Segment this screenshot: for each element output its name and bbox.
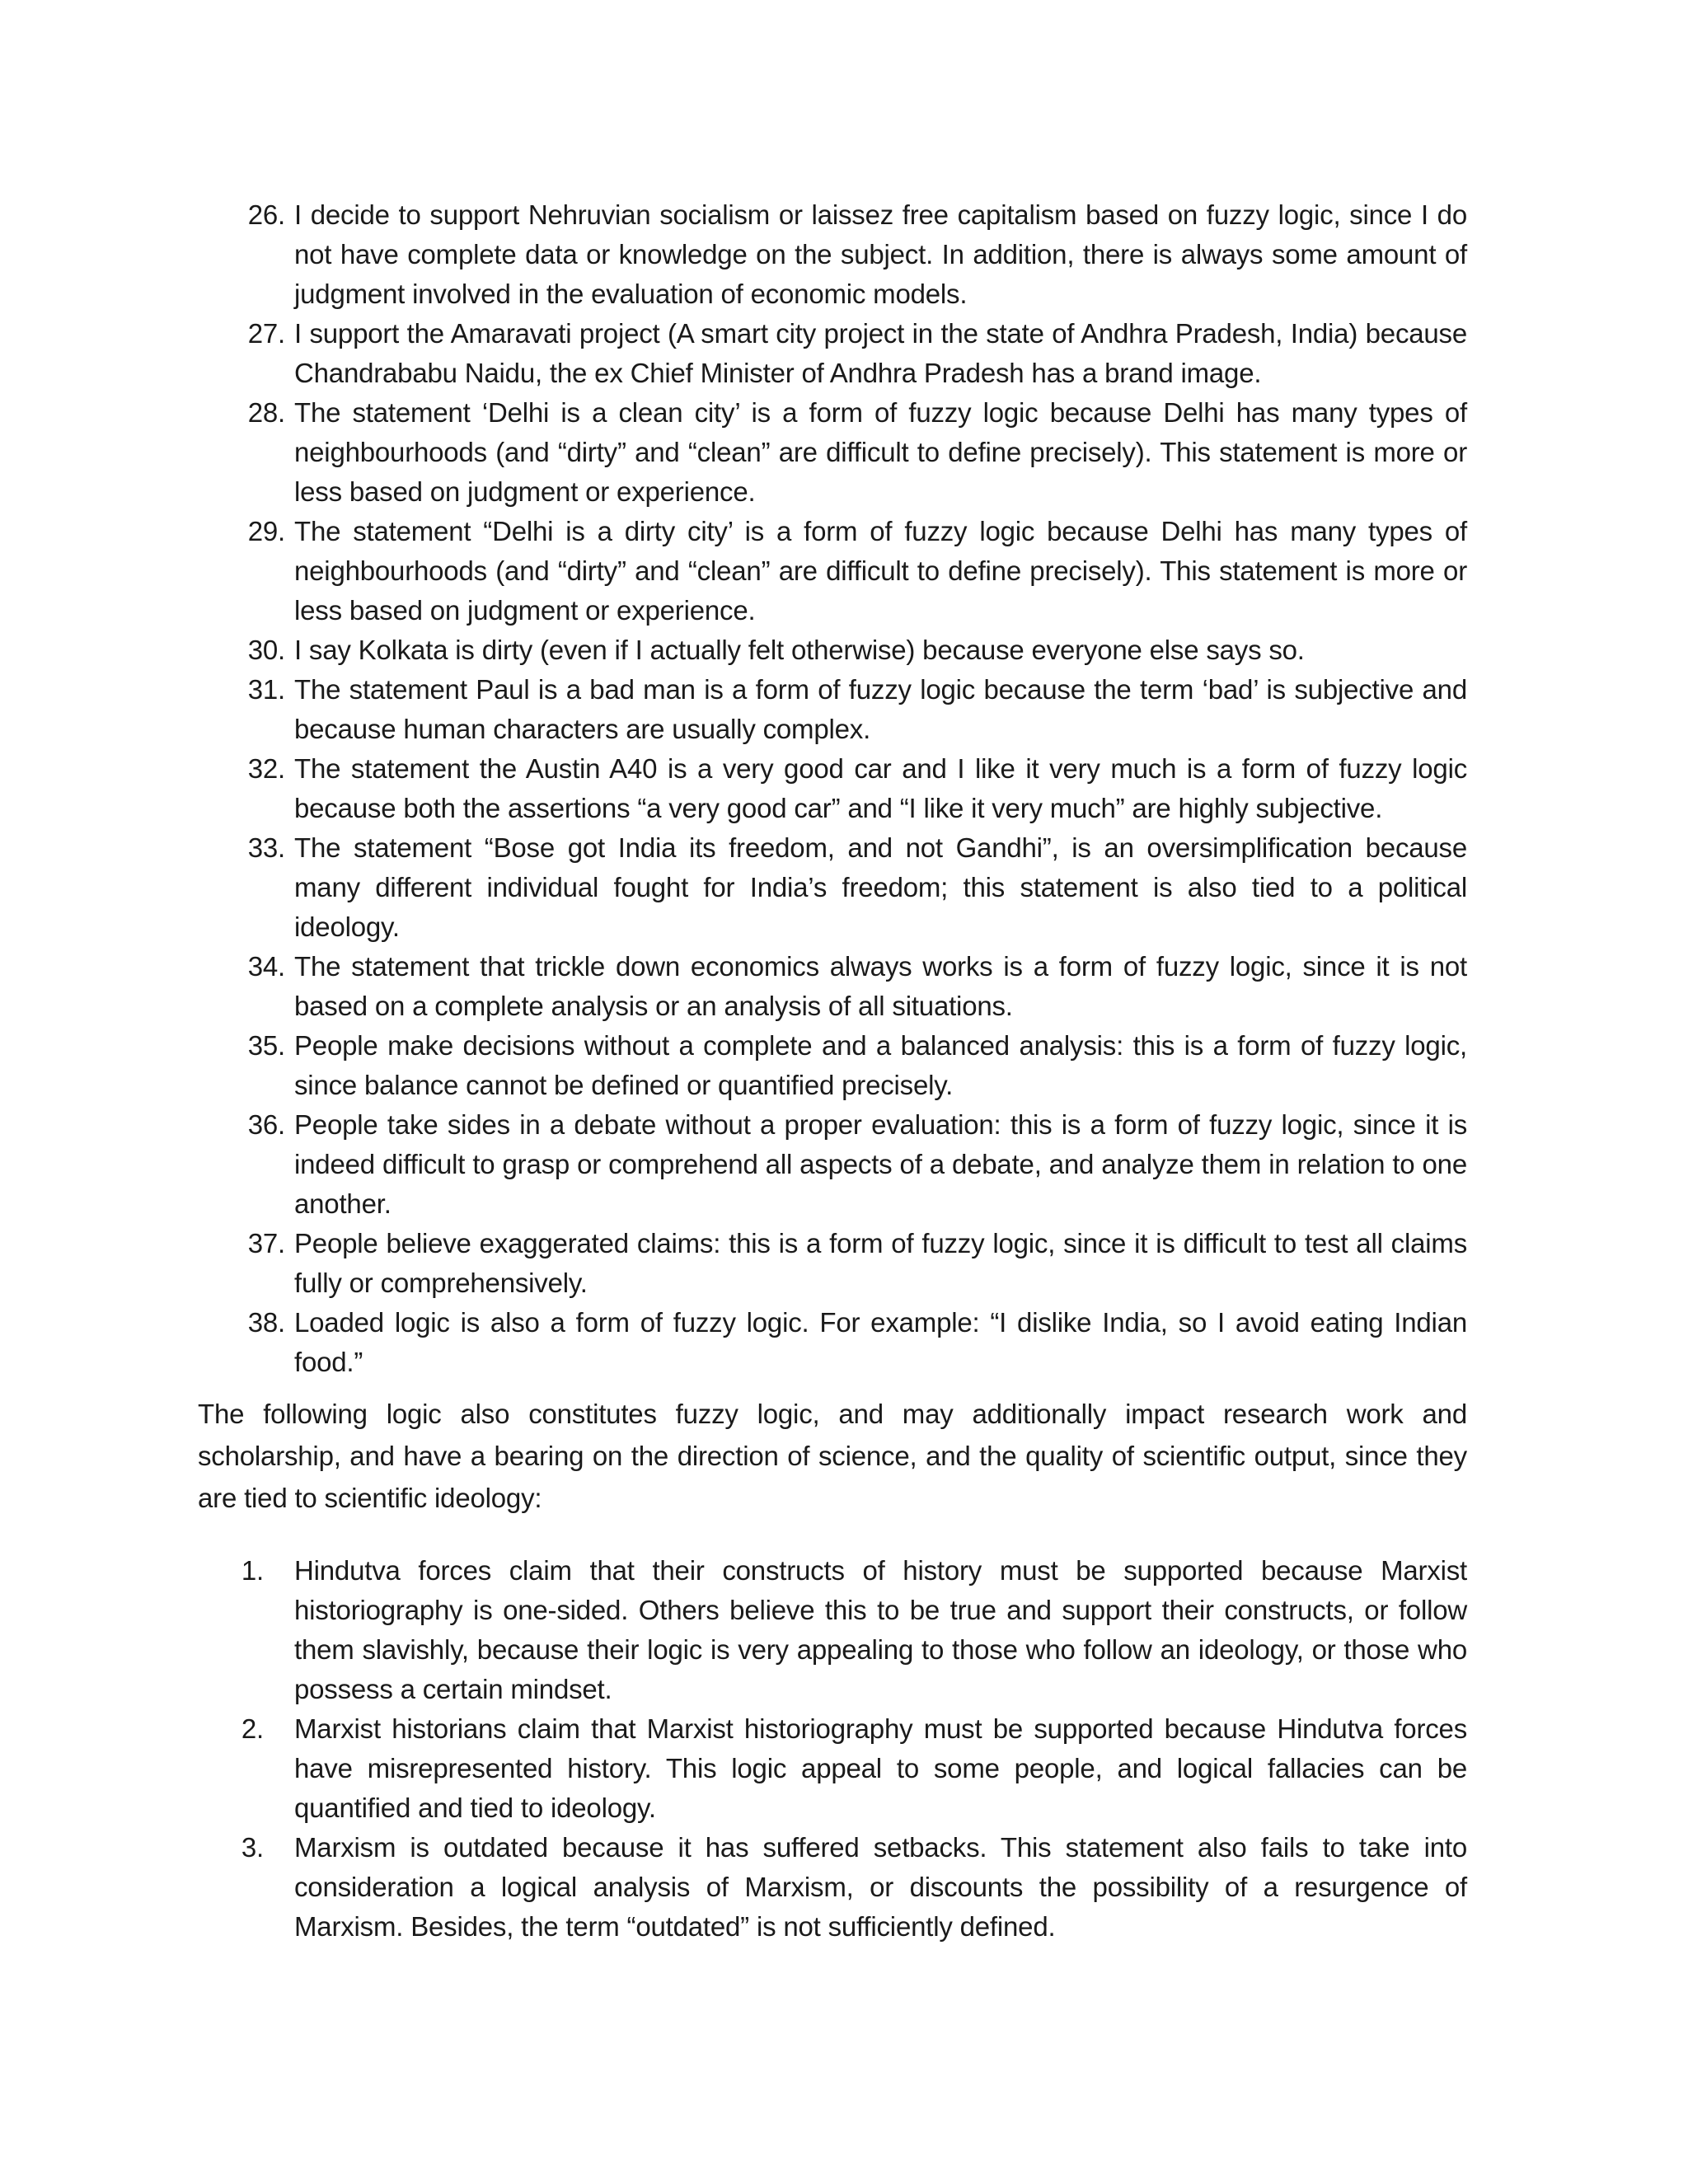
list-item-number: 31. xyxy=(247,674,285,705)
list-item-text: Hindutva forces claim that their constructs of history must be supported because Marxist historiography is one-sided. Others believe this to be true and support their constructs, or follow them slavishly, because their logic is very appealing to those who follow an ideology, or those who possess a certain mindset. xyxy=(294,1555,1467,1704)
list-item-text: Marxism is outdated because it has suffered setbacks. This statement also fails to take into consideration a logical analysis of Marxism, or discounts the possibility of a resurgence of Marxism. Besides, the term “outdated” is not sufficiently defined. xyxy=(294,1832,1467,1942)
list-item-text: I support the Amaravati project (A smart city project in the state of Andhra Pradesh, India) because Chandrababu Naidu, the ex Chief Minister of Andhra Pradesh has a brand image. xyxy=(294,318,1467,388)
list-item-number: 2. xyxy=(241,1713,264,1744)
list-item-number: 35. xyxy=(247,1030,285,1061)
list-item xyxy=(198,314,1467,393)
scientific-ideology-list xyxy=(198,1551,1467,1947)
list-item xyxy=(198,1026,1467,1105)
fuzzy-logic-list xyxy=(198,195,1467,1382)
list-item-number: 38. xyxy=(247,1307,285,1338)
list-item xyxy=(198,393,1467,512)
list-item xyxy=(198,1551,1467,1709)
list-item xyxy=(198,828,1467,947)
list-item-number: 30. xyxy=(247,635,285,665)
list-item-text: Marxist historians claim that Marxist historiography must be supported because Hindutva forces have misrepresented history. This logic appeal to some people, and logical fallacies can be quantified and tied to ideology. xyxy=(294,1713,1467,1823)
list-item-number: 32. xyxy=(247,753,285,784)
body-paragraph: The following logic also constitutes fuzzy logic, and may additionally impact research work and scholarship, and have a bearing on the direction of science, and the quality of scientific output, since they are tied to scientific ideology: xyxy=(198,1399,1467,1513)
list-item xyxy=(198,1709,1467,1828)
list-item-text: The statement Paul is a bad man is a form of fuzzy logic because the term ‘bad’ is subjective and because human characters are usually complex. xyxy=(294,674,1467,744)
list-item-number: 3. xyxy=(241,1832,264,1863)
list-item-number: 33. xyxy=(247,832,285,863)
list-item-text: People make decisions without a complete and a balanced analysis: this is a form of fuzzy logic, since balance cannot be defined or quantified precisely. xyxy=(294,1030,1467,1100)
list-item xyxy=(198,670,1467,749)
list-item-text: I decide to support Nehruvian socialism or laissez free capitalism based on fuzzy logic, since I do not have complete data or knowledge on the subject. In addition, there is always some amount of judgment involved in the evaluation of economic models. xyxy=(294,199,1467,309)
list-item-number: 1. xyxy=(241,1555,264,1586)
list-item-text: The statement “Bose got India its freedom, and not Gandhi”, is an oversimplification because many different individual fought for India’s freedom; this statement is also tied to a political ideology. xyxy=(294,832,1467,942)
list-item xyxy=(198,947,1467,1026)
list-item-number: 34. xyxy=(247,951,285,982)
list-item-number: 28. xyxy=(247,397,285,428)
list-item-number: 27. xyxy=(247,318,285,349)
list-item-text: The statement “Delhi is a dirty city’ is a form of fuzzy logic because Delhi has many types of neighbourhoods (and “dirty” and “clean” are difficult to define precisely). This statement is more or less based on judgment or experience. xyxy=(294,516,1467,626)
list-item-text: People take sides in a debate without a proper evaluation: this is a form of fuzzy logic, since it is indeed difficult to grasp or comprehend all aspects of a debate, and analyze them in relation to one another. xyxy=(294,1109,1467,1219)
list-item xyxy=(198,630,1467,670)
list-item xyxy=(198,1105,1467,1224)
list-item-text: People believe exaggerated claims: this is a form of fuzzy logic, since it is difficult to test all claims fully or comprehensively. xyxy=(294,1228,1467,1298)
list-item-text: The statement that trickle down economics always works is a form of fuzzy logic, since it is not based on a complete analysis or an analysis of all situations. xyxy=(294,951,1467,1021)
list-item-number: 37. xyxy=(247,1228,285,1258)
list-item-text: I say Kolkata is dirty (even if I actually felt otherwise) because everyone else says so. xyxy=(294,635,1305,665)
list-item-number: 29. xyxy=(247,516,285,546)
list-item-text: The statement the Austin A40 is a very good car and I like it very much is a form of fuzzy logic because both the assertions “a very good car” and “I like it very much” are highly subjective. xyxy=(294,753,1467,823)
list-item xyxy=(198,1303,1467,1382)
list-item xyxy=(198,749,1467,828)
list-item xyxy=(198,1224,1467,1303)
list-item-number: 36. xyxy=(247,1109,285,1140)
list-item-text: The statement ‘Delhi is a clean city’ is a form of fuzzy logic because Delhi has many types of neighbourhoods (and “dirty” and “clean” are difficult to define precisely). This statement is more or less based on judgment or experience. xyxy=(294,397,1467,507)
list-item-text: Loaded logic is also a form of fuzzy logic. For example: “I dislike India, so I avoid eating Indian food.” xyxy=(294,1307,1467,1377)
list-item xyxy=(198,1828,1467,1947)
list-item xyxy=(198,512,1467,630)
list-item xyxy=(198,195,1467,314)
list-item-number: 26. xyxy=(247,199,285,230)
